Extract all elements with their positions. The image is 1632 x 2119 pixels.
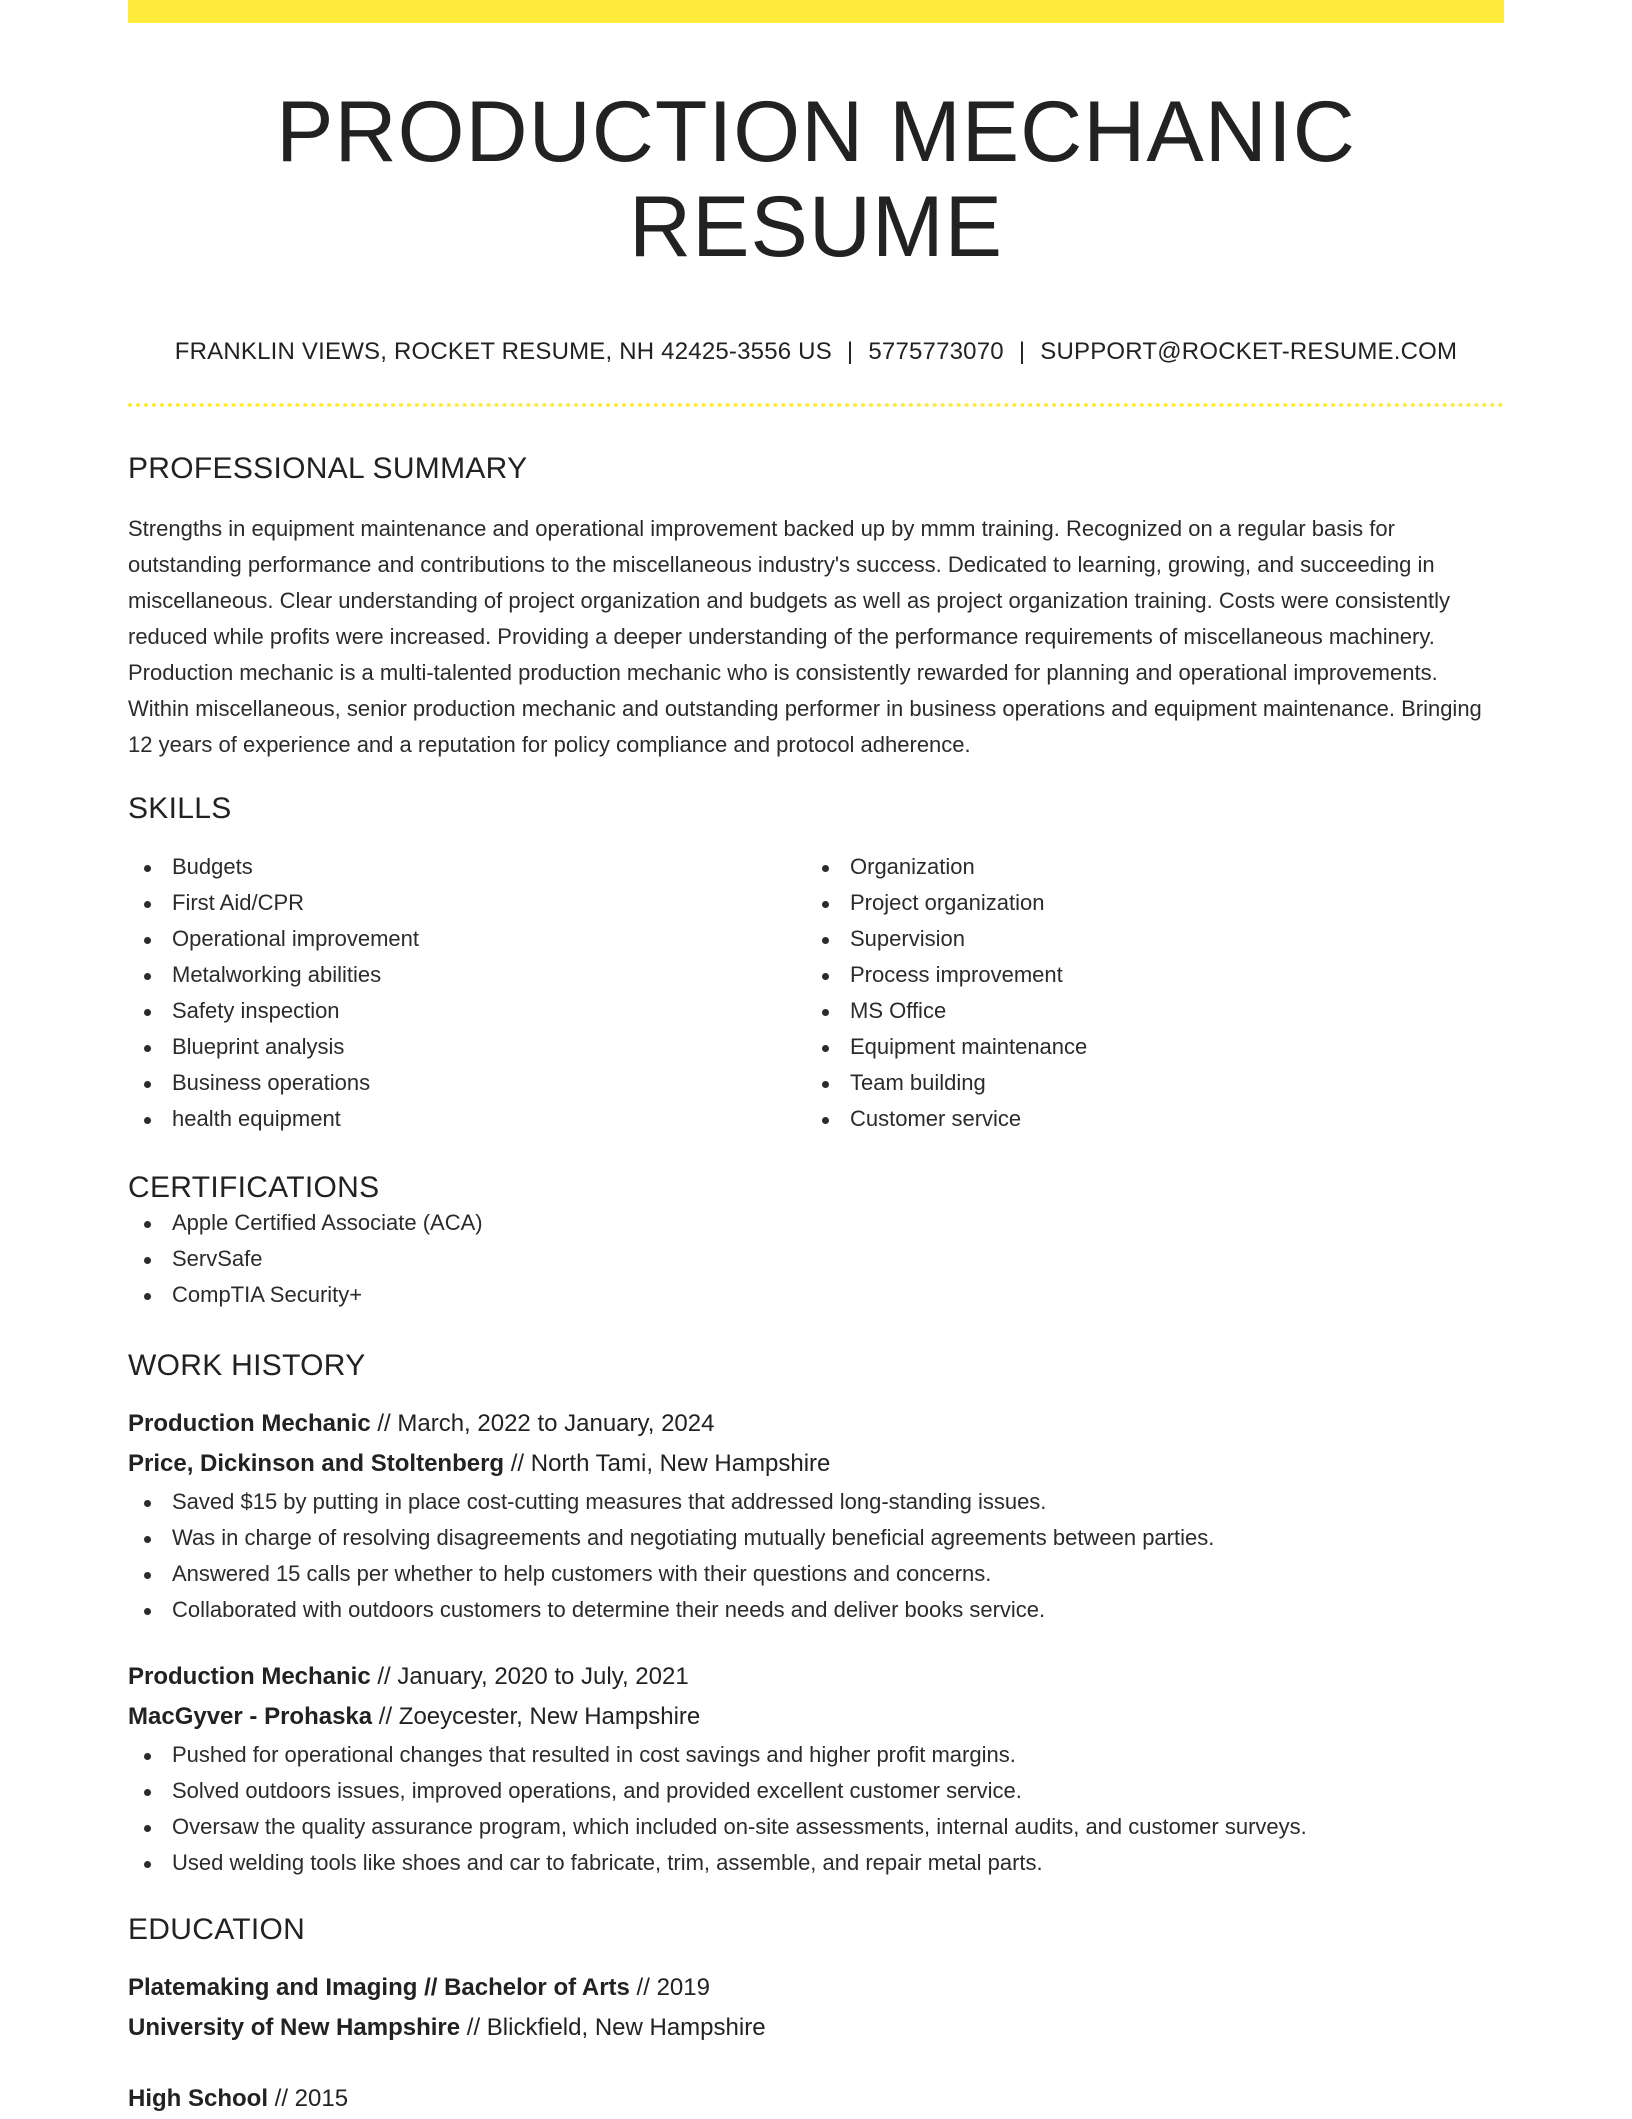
bullet-dot-icon xyxy=(144,1572,151,1579)
education-section xyxy=(128,1913,1504,2119)
job-separator: // xyxy=(504,1450,531,1478)
skills-section xyxy=(128,792,1504,1137)
education-location: Blickfield, New Hampshire xyxy=(486,2014,766,2042)
job-duty-item-text: Pushed for operational changes that resulted in cost savings and higher profit margins. xyxy=(172,1742,1016,1768)
skill-item-text: Operational improvement xyxy=(172,926,420,952)
skill-item-text: MS Office xyxy=(850,998,947,1024)
job-duty-item-text: Was in charge of resolving disagreements and negotiating mutually beneficial agreements between parties. xyxy=(172,1525,1215,1551)
education-year: 2019 xyxy=(656,1974,710,2002)
contact-email[interactable]: SUPPORT@ROCKET-RESUME.COM xyxy=(1040,338,1458,366)
bullet-dot-icon xyxy=(144,1117,151,1124)
bullet-dot-icon xyxy=(144,1789,151,1796)
bullet-dot-icon xyxy=(822,1009,829,1016)
education-entry xyxy=(128,2079,1504,2119)
skill-item-text: health equipment xyxy=(172,1106,341,1132)
certification-item xyxy=(128,1241,1504,1277)
job-location: North Tami, New Hampshire xyxy=(530,1450,831,1478)
contact-address: FRANKLIN VIEWS, ROCKET RESUME, NH 42425-3556 US xyxy=(174,338,832,366)
job-duty-item xyxy=(128,1484,1504,1520)
skill-item-text: Business operations xyxy=(172,1070,371,1096)
job-duty-item xyxy=(128,1809,1504,1845)
job-duty-item-text: Used welding tools like shoes and car to fabricate, trim, assemble, and repair metal parts. xyxy=(172,1850,1043,1876)
bullet-dot-icon xyxy=(144,1825,151,1832)
job-duty-item-text: Oversaw the quality assurance program, which included on-site assessments, internal audits, and customer surveys. xyxy=(172,1814,1307,1840)
summary-heading: PROFESSIONAL SUMMARY xyxy=(128,452,528,486)
job-duty-item xyxy=(128,1556,1504,1592)
skill-item-text: Process improvement xyxy=(850,962,1063,988)
job-dates: January, 2020 to July, 2021 xyxy=(397,1663,689,1691)
job-separator: // xyxy=(372,1703,399,1731)
contact-phone[interactable]: 5775773070 xyxy=(868,338,1004,366)
bullet-dot-icon xyxy=(144,937,151,944)
skill-item-text: Equipment maintenance xyxy=(850,1034,1088,1060)
education-separator: // xyxy=(268,2085,295,2113)
skill-item xyxy=(806,1065,1484,1101)
skills-column-right xyxy=(806,849,1484,1137)
education-degree-line xyxy=(128,2079,1504,2119)
bullet-dot-icon xyxy=(144,1608,151,1615)
skill-item-text: Team building xyxy=(850,1070,986,1096)
skill-item xyxy=(128,993,806,1029)
skill-item xyxy=(128,1029,806,1065)
education-school: University of New Hampshire xyxy=(128,2014,461,2042)
skill-item-text: Customer service xyxy=(850,1106,1022,1132)
job-title: Production Mechanic xyxy=(128,1663,371,1691)
job-duty-item xyxy=(128,1520,1504,1556)
job-duty-item-text: Collaborated with outdoors customers to determine their needs and deliver books service. xyxy=(172,1597,1046,1623)
bullet-dot-icon xyxy=(144,1753,151,1760)
bullet-dot-icon xyxy=(144,1045,151,1052)
job-location: Zoeycester, New Hampshire xyxy=(398,1703,701,1731)
skill-item xyxy=(806,1101,1484,1137)
bullet-dot-icon xyxy=(822,1045,829,1052)
bullet-dot-icon xyxy=(144,1861,151,1868)
job-company-line xyxy=(128,1697,1504,1737)
skills-list-left xyxy=(128,849,806,1137)
skill-item xyxy=(806,849,1484,885)
education-school-line xyxy=(128,2008,1504,2048)
skills-columns xyxy=(128,849,1504,1137)
job-title-line xyxy=(128,1404,1504,1444)
resume-page xyxy=(128,0,1504,2119)
education-heading: EDUCATION xyxy=(128,1913,306,1947)
education-entry xyxy=(128,1968,1504,2048)
bullet-dot-icon xyxy=(144,1009,151,1016)
job-duty-item xyxy=(128,1737,1504,1773)
skill-item-text: Metalworking abilities xyxy=(172,962,382,988)
certification-item-text: ServSafe xyxy=(172,1246,263,1272)
skill-item-text: Safety inspection xyxy=(172,998,340,1024)
bullet-dot-icon xyxy=(822,1117,829,1124)
certifications-list xyxy=(128,1205,1504,1313)
job-separator: // xyxy=(370,1663,398,1691)
skill-item-text: Blueprint analysis xyxy=(172,1034,345,1060)
job-title: Production Mechanic xyxy=(128,1410,371,1438)
bullet-dot-icon xyxy=(144,865,151,872)
certification-item xyxy=(128,1205,1504,1241)
resume-title: PRODUCTION MECHANIC RESUME xyxy=(276,84,1356,275)
dotted-divider xyxy=(128,403,1504,407)
skills-heading: SKILLS xyxy=(128,792,232,826)
job-dates: March, 2022 to January, 2024 xyxy=(397,1410,715,1438)
job-title-line xyxy=(128,1657,1504,1697)
skill-item xyxy=(806,957,1484,993)
job-duty-item-text: Solved outdoors issues, improved operations, and provided excellent customer service. xyxy=(172,1778,1022,1804)
bullet-dot-icon xyxy=(822,901,829,908)
skill-item xyxy=(128,957,806,993)
bullet-dot-icon xyxy=(144,1257,151,1264)
job-duty-item-text: Answered 15 calls per whether to help customers with their questions and concerns. xyxy=(172,1561,992,1587)
skill-item-text: First Aid/CPR xyxy=(172,890,305,916)
work-history-section xyxy=(128,1349,1504,1881)
job-duty-item xyxy=(128,1592,1504,1628)
bullet-dot-icon xyxy=(822,973,829,980)
job-company: Price, Dickinson and Stoltenberg xyxy=(128,1450,505,1478)
job-entry xyxy=(128,1404,1504,1628)
skill-item xyxy=(806,885,1484,921)
bullet-dot-icon xyxy=(144,1500,151,1507)
education-degree: High School xyxy=(128,2085,268,2113)
contact-line xyxy=(128,338,1504,366)
education-degree-line xyxy=(128,1968,1504,2008)
skill-item-text: Project organization xyxy=(850,890,1045,916)
bullet-dot-icon xyxy=(822,865,829,872)
job-duty-item xyxy=(128,1845,1504,1881)
certification-item-text: CompTIA Security+ xyxy=(172,1282,363,1308)
work-history-heading: WORK HISTORY xyxy=(128,1349,366,1383)
bullet-dot-icon xyxy=(822,1081,829,1088)
job-duty-item xyxy=(128,1773,1504,1809)
skill-item xyxy=(128,1101,806,1137)
skills-column-left xyxy=(128,849,806,1137)
bullet-dot-icon xyxy=(144,1221,151,1228)
skill-item-text: Budgets xyxy=(172,854,253,880)
skill-item xyxy=(806,1029,1484,1065)
bullet-dot-icon xyxy=(822,937,829,944)
job-duty-item-text: Saved $15 by putting in place cost-cutting measures that addressed long-standing issues. xyxy=(172,1489,1047,1515)
education-year: 2015 xyxy=(294,2085,349,2113)
skill-item xyxy=(128,849,806,885)
summary-section xyxy=(128,452,1504,763)
skill-item-text: Organization xyxy=(850,854,975,880)
contact-separator: | xyxy=(846,338,854,366)
skills-list-right xyxy=(806,849,1484,1137)
skill-item xyxy=(806,993,1484,1029)
certification-item xyxy=(128,1277,1504,1313)
skill-item xyxy=(128,1065,806,1101)
summary-text: Strengths in equipment maintenance and operational improvement backed up by mmm training. Recognized on a regular basis for outstanding performance and contributions to the miscellaneous industry's success. Dedicated to learning, growing, and succeeding in miscellaneous. Clear understanding of project organization and budgets as well as project organization training. Costs were consistently reduced while profits were increased. Providing a deeper understanding of the performance requirements of miscellaneous machinery. Production mechanic is a multi-talented production mechanic who is consistently rewarded for planning and operational improvements. Within miscellaneous, senior production mechanic and outstanding performer in business operations and equipment maintenance. Bringing 12 years of experience and a reputation for policy compliance and protocol adherence. xyxy=(128,516,1482,758)
certifications-section xyxy=(128,1171,1504,1313)
skill-item-text: Supervision xyxy=(850,926,965,952)
top-accent-bar xyxy=(128,0,1504,23)
bullet-dot-icon xyxy=(144,1081,151,1088)
bullet-dot-icon xyxy=(144,901,151,908)
certification-item-text: Apple Certified Associate (ACA) xyxy=(172,1210,483,1236)
job-separator: // xyxy=(370,1410,398,1438)
education-degree: Platemaking and Imaging // Bachelor of Arts xyxy=(128,1974,630,2002)
education-separator: // xyxy=(629,1974,657,2002)
skill-item xyxy=(128,885,806,921)
job-company: MacGyver - Prohaska xyxy=(128,1703,373,1731)
skill-item xyxy=(128,921,806,957)
skill-item xyxy=(806,921,1484,957)
job-duties-list xyxy=(128,1484,1504,1628)
education-separator: // xyxy=(460,2014,487,2042)
job-company-line xyxy=(128,1444,1504,1484)
bullet-dot-icon xyxy=(144,973,151,980)
bullet-dot-icon xyxy=(144,1536,151,1543)
job-duties-list xyxy=(128,1737,1504,1881)
certifications-heading: CERTIFICATIONS xyxy=(128,1171,380,1205)
contact-separator: | xyxy=(1018,338,1026,366)
job-entry xyxy=(128,1657,1504,1881)
bullet-dot-icon xyxy=(144,1293,151,1300)
